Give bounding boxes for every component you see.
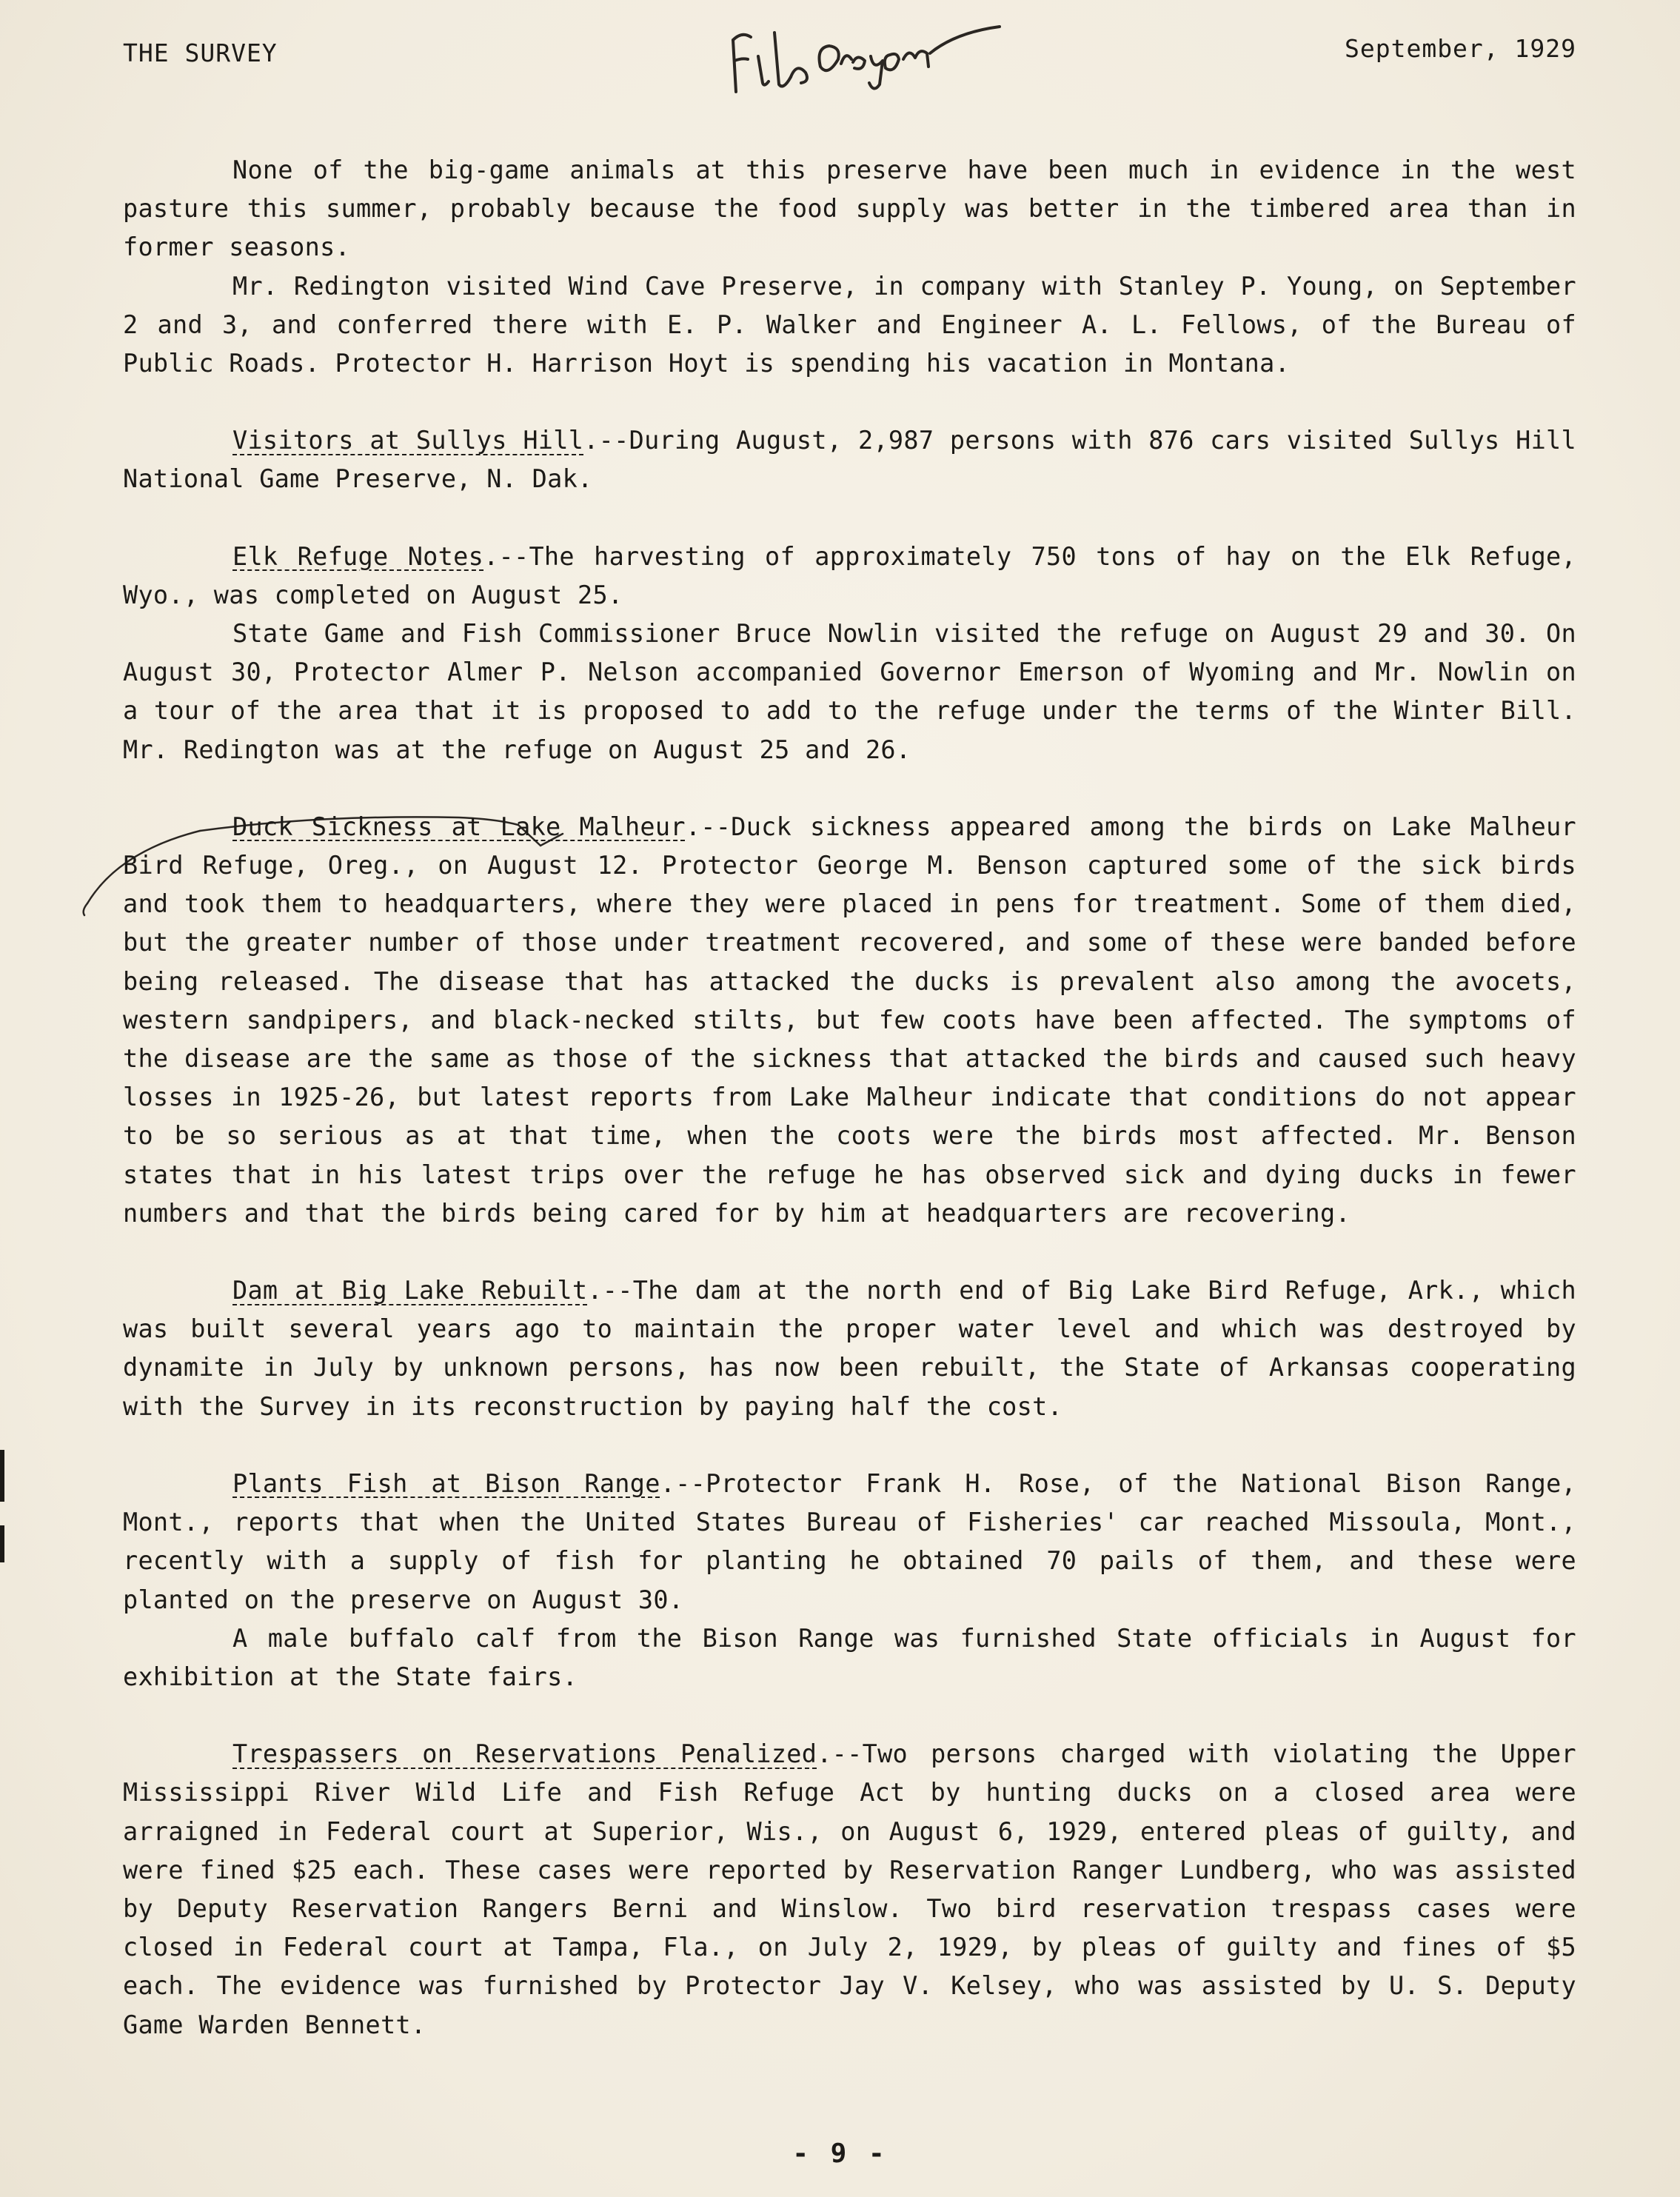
publication-date: September, 1929 — [1344, 34, 1576, 63]
section-heading: Plants Fish at Bison Range — [232, 1468, 660, 1498]
section-heading: Elk Refuge Notes — [232, 541, 484, 571]
paragraph-text: A male buffalo calf from the Bison Range was furnished State officials in August for exhibition at the State fairs. — [123, 1623, 1576, 1691]
paragraph — [123, 1271, 1576, 1426]
section-heading: Trespassers on Reservations Penalized — [232, 1739, 817, 1769]
paragraph — [123, 538, 1576, 615]
paragraph — [123, 151, 1576, 267]
publication-title: THE SURVEY — [123, 39, 278, 67]
paragraph-text: Mr. Redington visited Wind Cave Preserve, in company with Stanley P. Young, on September 2 and 3, and conferred there with E. P. Walker and Engineer A. L. Fellows, of the Bureau of Public Roads. Protector H. Harrison Hoyt is spending his vacation in Montana. — [123, 271, 1576, 378]
paragraph — [123, 1465, 1576, 1619]
paragraph — [123, 808, 1576, 1233]
section-heading: Dam at Big Lake Rebuilt — [232, 1276, 588, 1305]
paragraph-text: .--During August, 2,987 persons with 876 cars visited Sullys Hill National Game Preserve, N. Dak. — [123, 426, 1576, 494]
margin-mark — [0, 1450, 4, 1502]
handwritten-file-note — [726, 10, 1022, 99]
paragraph — [123, 1735, 1576, 2044]
document-body — [123, 151, 1576, 2044]
paragraph-text: .--The harvesting of approximately 750 tons of hay on the Elk Refuge, Wyo., was completed on August 25. — [123, 541, 1576, 609]
section-heading: Duck Sickness at Lake Malheur — [232, 812, 686, 841]
paragraph-text: .--Duck sickness appeared among the birds on Lake Malheur Bird Refuge, Oreg., on August 12. Protector George M. Benson captured some of the sick birds and took them to headquarters, where they were placed in pens for treatment. Some of them died, but the greater number of those under treatment recovered, and some of these were banded before being released. The disease that has attacked the ducks is prevalent also among the avocets, western sandpipers, and black-necked stilts, but few coots have been affected. The symptoms of the disease are the same as those of the sickness that attacked the birds and caused such heavy losses in 1925-26, but latest reports from Lake Malheur indicate that conditions do not appear to be so serious as at that time, when the coots were the birds most affected. Mr. Benson states that in his latest trips over the refuge he has observed sick and dying ducks in fewer numbers and that the birds being cared for by him at headquarters are recovering. — [123, 812, 1577, 1228]
paragraph-text: None of the big-game animals at this preserve have been much in evidence in the west pasture this summer, probably because the food supply was better in the timbered area than in former seasons. — [123, 156, 1576, 262]
paragraph — [123, 421, 1576, 498]
section-heading: Visitors at Sullys Hill — [232, 426, 584, 455]
paragraph — [123, 267, 1576, 384]
paragraph-text: .--The dam at the north end of Big Lake Bird Refuge, Ark., which was built several years ago to maintain the proper water level and which was destroyed by dynamite in July by unknown persons, has now been rebuilt, the State of Arkansas cooperating with the Survey in its reconstruction by paying half the cost. — [123, 1276, 1577, 1421]
paragraph — [123, 615, 1576, 769]
paragraph-text: State Game and Fish Commissioner Bruce Nowlin visited the refuge on August 29 and 30. On August 30, Protector Almer P. Nelson accompanied Governor Emerson of Wyoming and Mr. Nowlin on a tour of the area that it is proposed to add to the refuge under the terms of the Winter Bill. Mr. Redington was at the refuge on August 25 and 26. — [123, 619, 1576, 764]
paragraph-text: .--Two persons charged with violating the Upper Mississippi River Wild Life and Fish Refuge Act by hunting ducks on a closed area were arraigned in Federal court at Superior, Wis., on August 6, 1929, entered pleas of guilty, and were fined $25 each. These cases were reported by Reservation Ranger Lundberg, who was assisted by Deputy Reservation Rangers Berni and Winslow. Two bird reservation trespass cases were closed in Federal court at Tampa, Fla., on July 2, 1929, by pleas of guilty and fines of $5 each. The evidence was furnished by Protector Jay V. Kelsey, who was assisted by U. S. Deputy Game Warden Bennett. — [123, 1739, 1576, 2039]
paragraph — [123, 1619, 1576, 1696]
paragraph-text: .--Protector Frank H. Rose, of the National Bison Range, Mont., reports that when the United States Bureau of Fisheries' car reached Missoula, Mont., recently with a supply of fish for planting he obtained 70 pails of them, and these were planted on the preserve on August 30. — [123, 1468, 1577, 1614]
page-number: - 9 - — [792, 2139, 888, 2169]
margin-mark — [0, 1525, 4, 1562]
